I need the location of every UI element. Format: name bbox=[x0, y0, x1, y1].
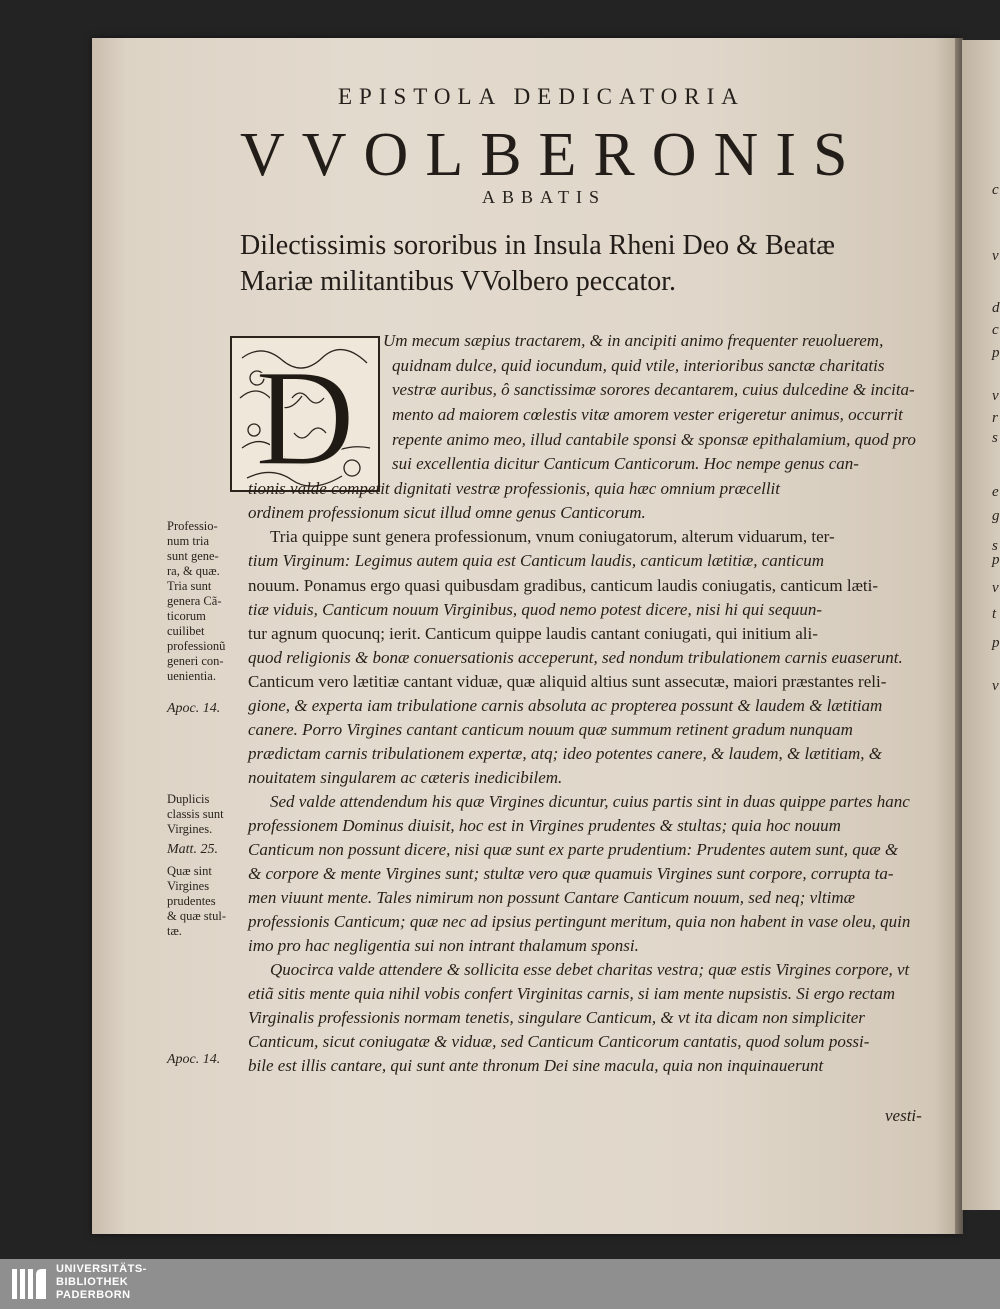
body-line: mento ad maiorem cœlestis vitæ amorem vester erigeretur animus, occurrit bbox=[392, 405, 903, 424]
next-page-letter: r bbox=[992, 410, 998, 426]
library-name bbox=[56, 1263, 147, 1302]
margin-note: Apoc. 14. bbox=[167, 701, 221, 716]
margin-note: num tria bbox=[167, 534, 210, 548]
library-logo-icon bbox=[10, 1265, 48, 1303]
body-line: Canticum vero lætitiæ cantant viduæ, quæ aliquid altius sunt assecutæ, maiori præstantes reli- bbox=[248, 672, 887, 691]
body-line: gione, & experta iam tribulatione carnis absoluta ac propterea possunt & laudem & lætitiam bbox=[248, 696, 883, 715]
next-page-letter: v bbox=[992, 248, 999, 264]
next-page-letter: g bbox=[992, 508, 1000, 524]
library-name-line-1: UNIVERSITÄTS- bbox=[56, 1263, 147, 1275]
margin-note: genera Cã- bbox=[167, 594, 222, 608]
body-line: prædictam carnis tribulationem expertæ, atq; ideo potentes canere, & laudem, & lætitiam, & bbox=[248, 744, 882, 763]
decorated-initial bbox=[230, 336, 380, 492]
margin-note: Duplicis bbox=[167, 792, 210, 806]
body-line: Canticum non possunt dicere, nisi quæ sunt ex parte prudentium: Prudentes autem sunt, quæ & bbox=[248, 840, 899, 859]
margin-note: tæ. bbox=[167, 924, 182, 938]
body-line: quidnam dulce, quid iocundum, quid vtile, interioribus sanctæ charitatis bbox=[392, 356, 885, 375]
next-page-edge bbox=[962, 40, 1000, 1210]
next-page-letter: t bbox=[992, 606, 997, 622]
initial-letter: D bbox=[255, 341, 355, 490]
body-line: etiã sitis mente quia nihil vobis confert Virginitas carnis, si iam mente nupsistis. Si ergo rectam bbox=[248, 984, 896, 1003]
next-page-letter: v bbox=[992, 388, 999, 404]
body-line: Virginalis professionis normam tenetis, singulare Canticum, & vt ita dicam non simpliciter bbox=[248, 1008, 865, 1027]
body-line: Sed valde attendendum his quæ Virgines dicuntur, cuius partis sint in duas quippe partes hanc bbox=[270, 792, 910, 811]
margin-note: cuilibet bbox=[167, 624, 205, 638]
library-name-line-2: BIBLIOTHEK bbox=[56, 1276, 129, 1288]
margin-note: Quæ sint bbox=[167, 864, 212, 878]
margin-note: & quæ stul- bbox=[167, 909, 227, 923]
margin-note: ticorum bbox=[167, 609, 206, 623]
margin-note: Tria sunt bbox=[167, 579, 212, 593]
margin-note: generi con- bbox=[167, 654, 224, 668]
body-line: nouum. Ponamus ergo quasi quibusdam gradibus, canticum laudis coniugatis, canticum læti- bbox=[248, 576, 879, 595]
next-page-letter: c bbox=[992, 182, 999, 198]
body-line: tionis valde competit dignitati vestræ professionis, quia hæc omnium præcellit bbox=[248, 479, 781, 498]
next-page-letter: v bbox=[992, 580, 999, 596]
library-footer bbox=[0, 1259, 1000, 1309]
body-line: tiæ viduis, Canticum nouum Virginibus, quod nemo potest dicere, nisi hi qui sequun- bbox=[248, 600, 823, 619]
margin-note: Virgines bbox=[167, 879, 210, 893]
initial-ornament bbox=[232, 338, 378, 490]
header-abbatis: ABBATIS bbox=[482, 187, 607, 207]
body-line: professionis Canticum; quæ nec ad ipsius pertingunt meritum, quia non habent in vase oleu, quin bbox=[248, 912, 911, 931]
body-line: sui excellentia dicitur Canticum Canticorum. Hoc nempe genus can- bbox=[392, 454, 859, 473]
body-line: & corpore & mente Virgines sunt; stultæ vero quæ quamuis Virgines sunt corpore, corrupta ta- bbox=[248, 864, 894, 883]
body-line: imo pro hac negligentia sui non intrant thalamum sponsi. bbox=[248, 936, 639, 955]
margin-note: sunt gene- bbox=[167, 549, 219, 563]
body-line: bile est illis cantare, qui sunt ante thronum Dei sine macula, quia non inquinauerunt bbox=[248, 1056, 824, 1075]
next-page-letter: s bbox=[992, 430, 998, 446]
margin-note: Professio- bbox=[167, 519, 218, 533]
body-line: Tria quippe sunt genera professionum, vnum coniugatorum, alterum viduarum, ter- bbox=[270, 527, 835, 546]
body-line: canere. Porro Virgines cantant canticum nouum quæ summum retinent gradum nunquam bbox=[248, 720, 853, 739]
subtitle-line-1: Dilectissimis sororibus in Insula Rheni Deo & Beatæ bbox=[240, 230, 835, 261]
body-line: vestræ auribus, ô sanctissimæ sorores decantarem, cuius dulcedine & incita- bbox=[392, 380, 915, 399]
subtitle-line-2: Mariæ militantibus VVolbero peccator. bbox=[240, 266, 677, 297]
margin-note: professionũ bbox=[167, 639, 226, 653]
next-page-letter: c bbox=[992, 322, 999, 338]
margin-note: Matt. 25. bbox=[167, 842, 218, 857]
header-author: VVOLBERONIS bbox=[240, 121, 865, 189]
library-name-line-3: PADERBORN bbox=[56, 1289, 131, 1301]
body-line: men viuunt mente. Tales nimirum non possunt Cantare Canticum nouum, sed neq; vltimæ bbox=[248, 888, 855, 907]
next-page-letter: p bbox=[992, 345, 1000, 361]
margin-note: Virgines. bbox=[167, 822, 213, 836]
body-line: Quocirca valde attendere & sollicita esse debet charitas vestra; quæ estis Virgines corpore, vt bbox=[270, 960, 910, 979]
margin-note: classis sunt bbox=[167, 807, 224, 821]
header-epistola: EPISTOLA DEDICATORIA bbox=[338, 84, 745, 109]
body-line: Canticum, sicut coniugatæ & viduæ, sed Canticum Canticorum cantatis, quod solum possi- bbox=[248, 1032, 870, 1051]
next-page-letter: p bbox=[992, 635, 1000, 651]
next-page-letter: p bbox=[992, 552, 1000, 568]
body-line: tium Virginum: Legimus autem quia est Canticum laudis, canticum lætitiæ, canticum bbox=[248, 551, 825, 570]
next-page-letter: s bbox=[992, 538, 998, 554]
next-page-letter: e bbox=[992, 484, 999, 500]
margin-note: Apoc. 14. bbox=[167, 1052, 221, 1067]
next-page-letter: d bbox=[992, 300, 1000, 316]
body-line: quod religionis & bonæ conuersationis acceperunt, sed nondum tribulationem carnis euaserunt. bbox=[248, 648, 903, 667]
catchword: vesti- bbox=[885, 1106, 922, 1125]
body-line: tur agnum quocunq; ierit. Canticum quippe laudis cantant coniugati, qui initium ali- bbox=[248, 624, 818, 643]
margin-note: uenientia. bbox=[167, 669, 216, 683]
body-line: Um mecum sæpius tractarem, & in ancipiti animo frequenter reuoluerem, bbox=[383, 331, 884, 350]
body-line: repente animo meo, illud cantabile sponsi & sponsæ epithalamium, quod pro bbox=[392, 430, 916, 449]
body-line: ordinem professionum sicut illud omne genus Canticorum. bbox=[248, 503, 646, 522]
margin-note: ra, & quæ. bbox=[167, 564, 220, 578]
body-line: nouitatem singularem ac cæteris inedicibilem. bbox=[248, 768, 563, 787]
next-page-letter: v bbox=[992, 678, 999, 694]
body-line: professionem Dominus diuisit, hoc est in Virgines prudentes & stultas; quia hoc nouum bbox=[248, 816, 841, 835]
margin-note: prudentes bbox=[167, 894, 216, 908]
